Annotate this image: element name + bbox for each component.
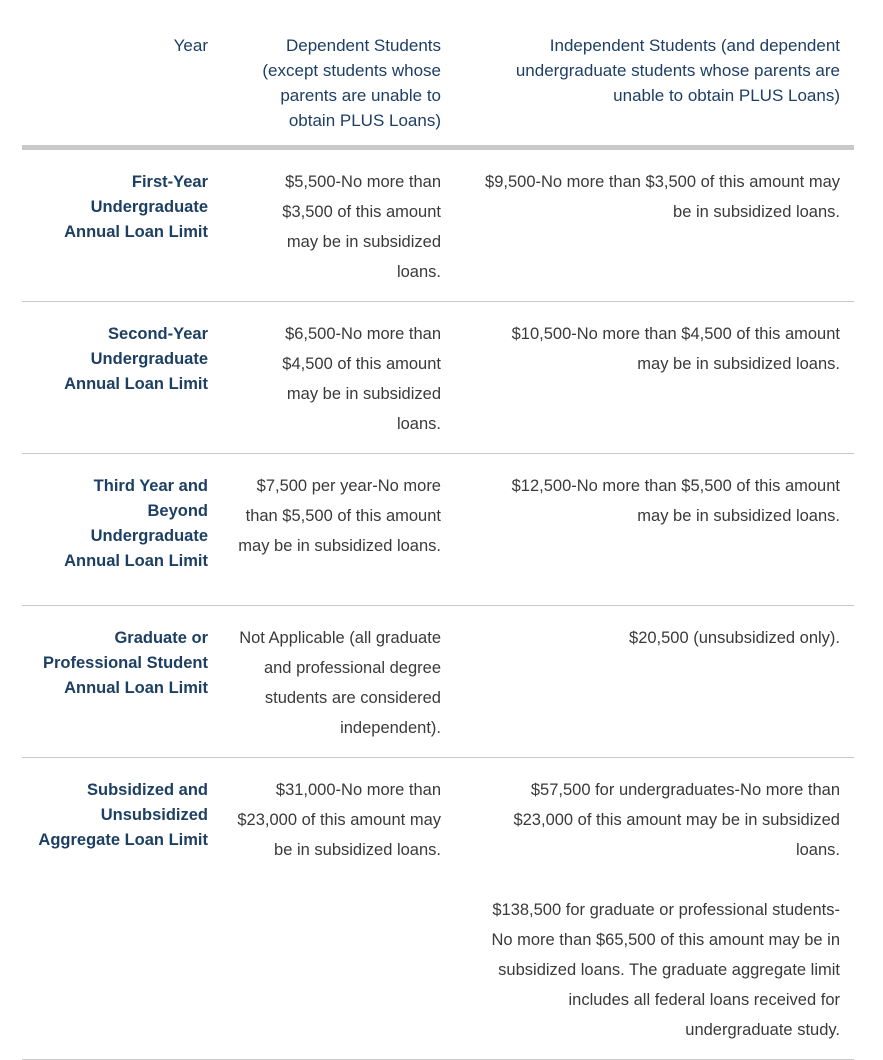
row-label: Second-Year Undergraduate Annual Loan Limit [64, 325, 208, 393]
independent-value [441, 302, 854, 453]
row-label: Third Year and Beyond Undergraduate Annual Loan Limit [64, 477, 208, 570]
header-independent-students: Independent Students (and dependent undergraduate students whose parents are unable to obtain PLUS Loans) [515, 36, 840, 105]
dependent-value [208, 454, 441, 605]
dependent-text: $31,000-No more than $23,000 of this amount may be in subsidized loans. [237, 781, 441, 859]
dependent-text: $6,500-No more than $4,500 of this amount may be in subsidized loans. [282, 325, 441, 433]
row-label: Subsidized and Unsubsidized Aggregate Loan Limit [38, 781, 208, 849]
dependent-value [208, 758, 441, 1059]
independent-text: $57,500 for undergraduates-No more than $23,000 of this amount may be in subsidized loans. [513, 781, 840, 859]
independent-text: $20,500 (unsubsidized only). [629, 629, 840, 647]
independent-text: $10,500-No more than $4,500 of this amount may be in subsidized loans. [511, 325, 840, 373]
dependent-value [208, 606, 441, 757]
independent-value [441, 606, 854, 757]
independent-value [441, 150, 854, 301]
row-label: First-Year Undergraduate Annual Loan Limit [64, 173, 208, 241]
table-header-row [22, 0, 854, 145]
row-label: Graduate or Professional Student Annual Loan Limit [42, 629, 208, 697]
table-row [22, 606, 854, 758]
dependent-value [208, 150, 441, 301]
header-year: Year [173, 36, 208, 55]
independent-value [441, 758, 854, 1059]
independent-text: $12,500-No more than $5,500 of this amount may be in subsidized loans. [511, 477, 840, 525]
independent-value [441, 454, 854, 605]
dependent-text: $5,500-No more than $3,500 of this amount may be in subsidized loans. [282, 173, 441, 281]
independent-extra-text: $138,500 for graduate or professional students-No more than $65,500 of this amount may be in subsidized loans. The graduate aggregate limit includes all federal loans received for undergraduate study. [491, 901, 840, 1039]
dependent-text: Not Applicable (all graduate and professional degree students are considered independent). [239, 629, 441, 737]
header-dependent-students: Dependent Students (except students whose parents are unable to obtain PLUS Loans) [262, 36, 441, 130]
dependent-text: $7,500 per year-No more than $5,500 of this amount may be in subsidized loans. [238, 477, 441, 555]
dependent-value [208, 302, 441, 453]
table-row [22, 454, 854, 606]
table-row [22, 758, 854, 1060]
table-row [22, 150, 854, 302]
table-row [22, 302, 854, 454]
independent-text: $9,500-No more than $3,500 of this amount may be in subsidized loans. [485, 173, 840, 221]
loan-limits-table [22, 0, 854, 1060]
